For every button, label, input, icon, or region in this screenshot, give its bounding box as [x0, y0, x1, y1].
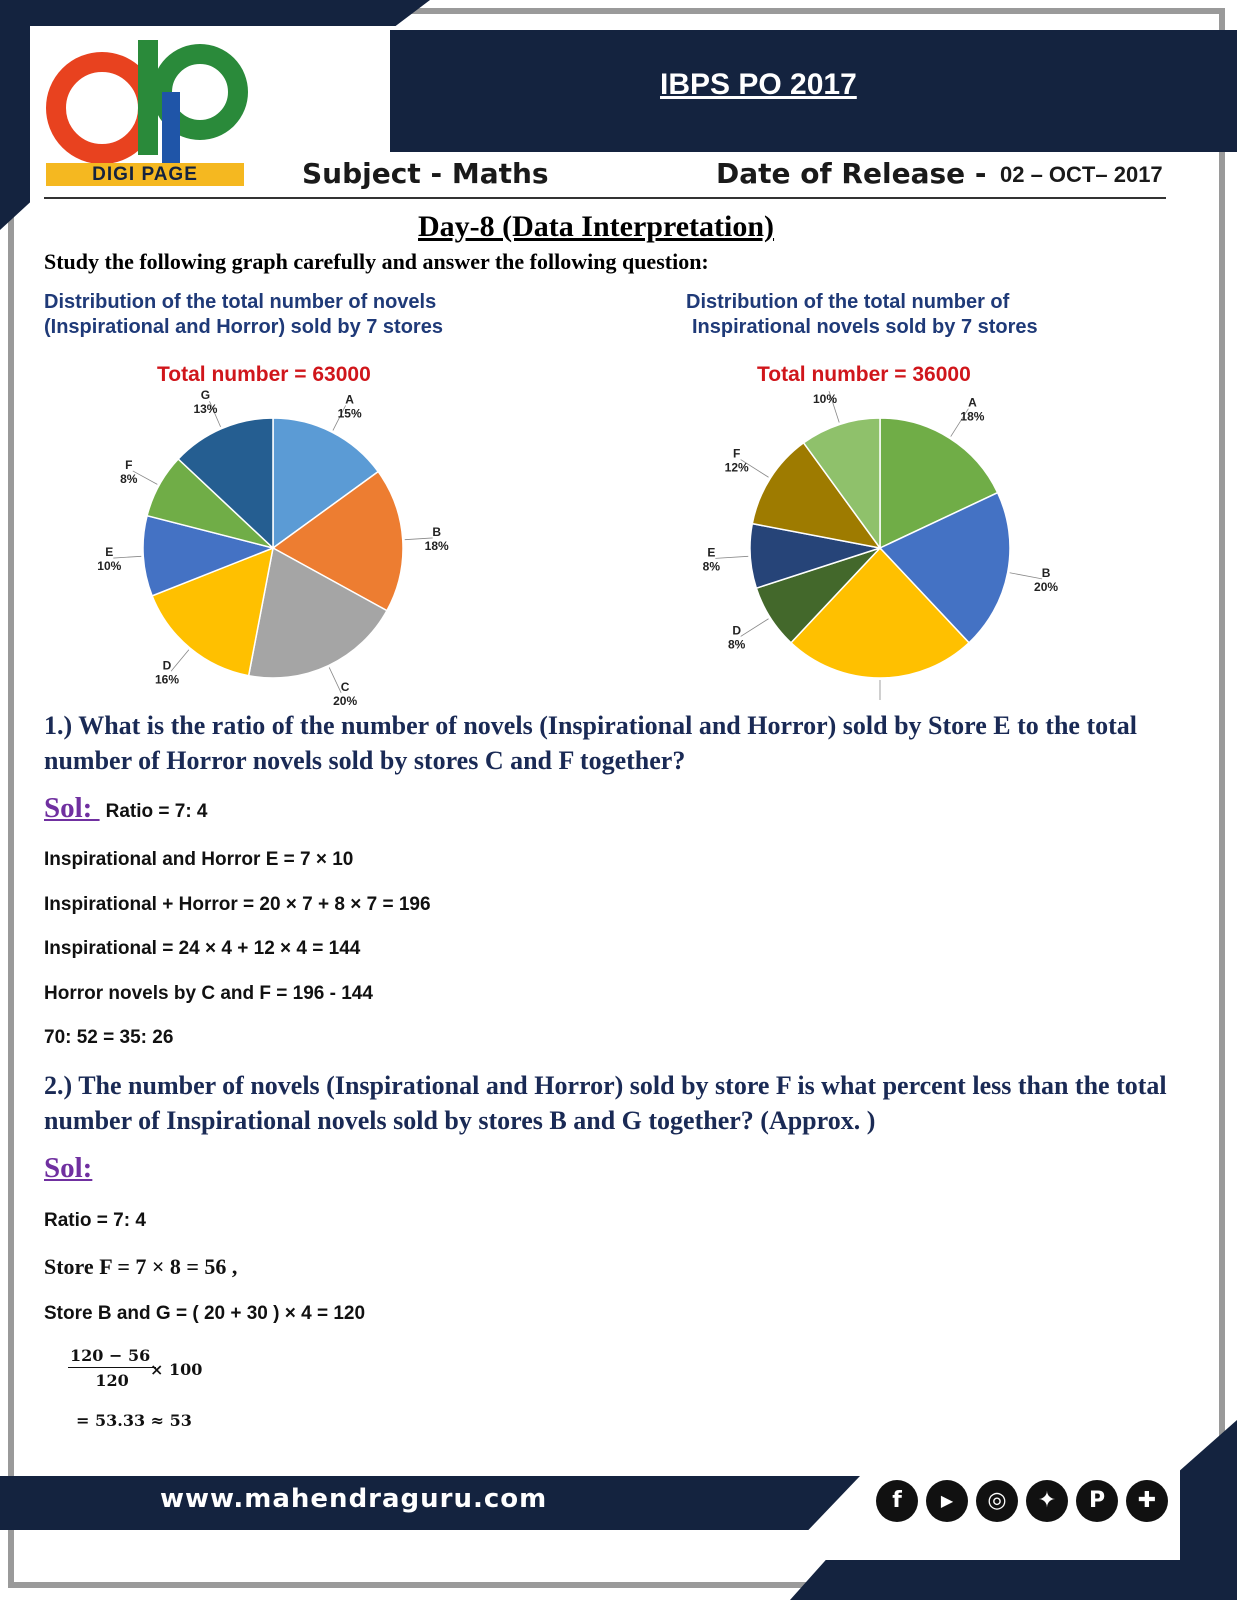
fraction-denominator: 120 [95, 1371, 129, 1390]
right-chart-title [686, 290, 1038, 340]
q1-step: Inspirational and Horror E = 7 × 10 [44, 849, 354, 870]
corner-decoration-bottom [790, 1560, 1237, 1600]
pie-label-percent: 8% [120, 471, 138, 486]
q1-sol-label: Sol: [44, 792, 100, 824]
q2-sol-label: Sol: [44, 1152, 93, 1184]
right-chart-total: Total number = 36000 [757, 363, 971, 386]
left-chart-total: Total number = 63000 [157, 363, 371, 386]
instagram-icon[interactable]: ◎ [976, 1480, 1018, 1522]
twitter-icon[interactable]: ✦ [1026, 1480, 1068, 1522]
right-pie-svg [680, 390, 1100, 700]
right-pie-chart [680, 390, 1100, 700]
website-link[interactable]: www.mahendraguru.com [160, 1484, 548, 1514]
pie-label-category: B [1041, 565, 1051, 580]
header-rule [44, 197, 1166, 199]
pie-label-category: A [345, 392, 354, 407]
left-chart-title-line2: (Inspirational and Horror) sold by 7 stores [44, 316, 443, 338]
q2-result: = 53.33 ≈ 53 [76, 1411, 192, 1430]
pie-label-category: F [733, 446, 741, 461]
question-2: 2.) The number of novels (Inspirational and Horror) sold by store F is what percent less than the total number of Inspirational novels sold by stores B and G together? (Approx. ) [44, 1071, 1167, 1135]
fraction-multiplier: × 100 [150, 1360, 203, 1379]
pie-leader-line [171, 650, 189, 672]
android-icon[interactable]: ✚ [1126, 1480, 1168, 1522]
pie-leader-line [113, 556, 141, 558]
facebook-icon[interactable]: f [876, 1480, 918, 1522]
q2-store-f: Store F = 7 × 8 = 56 , [44, 1254, 238, 1279]
pie-label-category: D [732, 623, 742, 638]
pie-label-percent: 18% [424, 538, 449, 553]
youtube-icon[interactable]: ▶ [926, 1480, 968, 1522]
pie-label-percent: 13% [193, 402, 218, 417]
pie-label-percent: 16% [154, 672, 180, 687]
question-1: 1.) What is the ratio of the number of novels (Inspirational and Horror) sold by Store E to the total number of Horror novels sold by stores C and F together? [44, 711, 1137, 775]
pie-label-category: F [125, 457, 133, 472]
day-title: Day-8 (Data Interpretation) [418, 210, 775, 243]
pie-label-category: D [162, 658, 172, 673]
right-chart-title-line1: Distribution of the total number of [686, 291, 1010, 313]
left-pie-chart [80, 390, 480, 710]
pie-label-category: C [340, 679, 350, 694]
pinterest-icon[interactable]: P [1076, 1480, 1118, 1522]
left-chart-title [44, 290, 443, 340]
q1-step: Inspirational = 24 × 4 + 12 × 4 = 144 [44, 938, 361, 959]
pie-label-category: E [105, 545, 114, 560]
pie-label-percent: 12% [724, 460, 749, 475]
q1-step: Horror novels by C and F = 196 - 144 [44, 983, 373, 1004]
release-label: Date of Release - [716, 157, 987, 190]
pie-label-percent: 20% [333, 693, 358, 708]
pie-label-category: E [707, 545, 716, 560]
pie-label-category: B [432, 524, 442, 539]
q1-answer: Ratio = 7: 4 [105, 801, 208, 822]
exam-title: IBPS PO 2017 [660, 68, 857, 101]
q1-step: Inspirational + Horror = 20 × 7 + 8 × 7 = 196 [44, 894, 431, 915]
left-pie-svg [80, 390, 480, 710]
instruction-text: Study the following graph carefully and answer the following question: [44, 249, 709, 274]
q2-fraction [68, 1346, 156, 1390]
q1-sol-row [44, 792, 208, 825]
pie-label-percent: 15% [337, 406, 362, 421]
pie-label-category: G [200, 390, 211, 403]
q2-ratio: Ratio = 7: 4 [44, 1210, 146, 1231]
pie-label-percent: 20% [1034, 579, 1059, 594]
pie-label-percent: 8% [702, 559, 720, 574]
pie-label-percent: 8% [728, 637, 746, 652]
pie-leader-line [1010, 573, 1042, 579]
q2-store-bg: Store B and G = ( 20 + 30 ) × 4 = 120 [44, 1303, 366, 1324]
pie-label-category: A [968, 395, 977, 410]
pie-leader-line [715, 556, 748, 558]
pie-leader-line [741, 619, 769, 637]
pie-label-percent: 10% [97, 559, 122, 574]
pie-label-percent: 18% [960, 409, 985, 424]
q1-step: 70: 52 = 35: 26 [44, 1027, 174, 1048]
right-chart-title-line2: Inspirational novels sold by 7 stores [692, 316, 1038, 338]
brand-label: DIGI PAGE [46, 163, 244, 186]
pie-label-percent: 10% [812, 392, 838, 407]
release-date: 02 – OCT– 2017 [1000, 162, 1163, 187]
left-chart-title-line1: Distribution of the total number of novels [44, 291, 437, 313]
subject-label: Subject - Maths [302, 157, 549, 190]
pie-leader-line [329, 667, 341, 692]
fraction-numerator: 120 − 56 [68, 1346, 156, 1368]
left-strip-decoration [0, 0, 30, 230]
corner-decoration-top [0, 0, 430, 26]
